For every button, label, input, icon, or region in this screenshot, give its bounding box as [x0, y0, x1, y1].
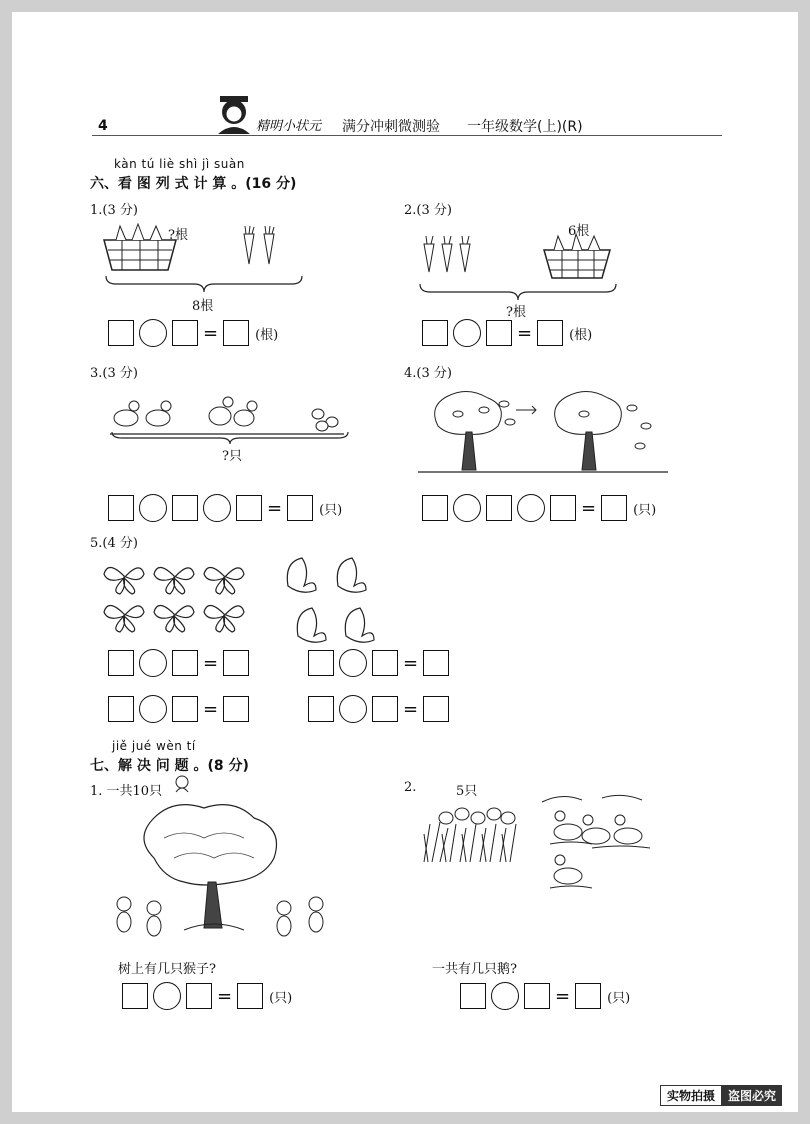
p1-equation: [122, 982, 292, 1010]
q1-total-label: 8根: [192, 299, 214, 314]
answer-box[interactable]: [423, 650, 449, 676]
q5-label: 5.(4 分): [90, 536, 138, 551]
q5-equation-1: [108, 649, 254, 677]
p2-equation: [460, 982, 630, 1010]
q3-label: 3.(3 分): [90, 366, 138, 381]
answer-box[interactable]: [486, 495, 512, 521]
operator-circle[interactable]: [491, 982, 519, 1010]
answer-box[interactable]: [537, 320, 563, 346]
answer-box[interactable]: [108, 320, 134, 346]
carrots-illustration: [422, 236, 476, 276]
q4-label: 4.(3 分): [404, 366, 452, 381]
page-number: 4: [98, 118, 108, 134]
q2-total-brace: [418, 282, 618, 302]
roosters-hens-chicks-illustration: [108, 384, 348, 434]
q3-total-brace: [110, 432, 350, 446]
answer-box[interactable]: [422, 320, 448, 346]
mascot-logo: [212, 90, 352, 138]
p1-label: 1. 一共10只: [90, 784, 163, 799]
operator-circle[interactable]: [339, 649, 367, 677]
section6-title: 六、看 图 列 式 计 算 。(16 分): [90, 176, 297, 192]
answer-box[interactable]: [486, 320, 512, 346]
worksheet-page: [12, 12, 798, 1112]
header-grade: 一年级数学(上)(R): [467, 119, 583, 135]
header-rule: [92, 135, 722, 136]
unit-label: (只): [269, 990, 293, 1006]
unit-label: (只): [319, 502, 343, 518]
q3-question-label: ?只: [222, 449, 242, 464]
unit-label: (只): [607, 990, 631, 1006]
operator-circle[interactable]: [453, 319, 481, 347]
unit-label: (根): [569, 327, 593, 343]
operator-circle[interactable]: [203, 494, 231, 522]
section7-pinyin: jiě jué wèn tí: [112, 739, 196, 753]
answer-box[interactable]: [308, 696, 334, 722]
answer-box[interactable]: [122, 983, 148, 1009]
watermark-stamp: [660, 1085, 782, 1106]
tree-monkeys-illustration: [104, 798, 344, 948]
answer-box[interactable]: [423, 696, 449, 722]
operator-circle[interactable]: [139, 649, 167, 677]
p2-count-label: 5只: [456, 784, 478, 799]
equals-sign: =: [267, 497, 283, 519]
answer-box[interactable]: [186, 983, 212, 1009]
header-title: 满分冲刺微测验: [342, 119, 440, 135]
equals-sign: =: [517, 322, 533, 344]
answer-box[interactable]: [372, 650, 398, 676]
answer-box[interactable]: [223, 696, 249, 722]
answer-box[interactable]: [550, 495, 576, 521]
q2-label: 2.(3 分): [404, 203, 452, 218]
equals-sign: =: [403, 652, 419, 674]
trees-birds-illustration: [418, 386, 668, 476]
q5-equation-2: [308, 649, 454, 677]
butterflies-side-illustration: [282, 556, 372, 640]
answer-box[interactable]: [172, 650, 198, 676]
p1-question: 树上有几只猴子?: [118, 962, 216, 977]
answer-box[interactable]: [422, 495, 448, 521]
operator-circle[interactable]: [139, 695, 167, 723]
answer-box[interactable]: [172, 696, 198, 722]
equals-sign: =: [217, 985, 233, 1007]
operator-circle[interactable]: [139, 494, 167, 522]
equals-sign: =: [581, 497, 597, 519]
answer-box[interactable]: [601, 495, 627, 521]
answer-box[interactable]: [223, 320, 249, 346]
q1-label: 1.(3 分): [90, 203, 138, 218]
operator-circle[interactable]: [517, 494, 545, 522]
geese-grass-illustration: [420, 794, 520, 864]
unit-label: (根): [255, 327, 279, 343]
q1-question-label: ?根: [168, 228, 188, 243]
q4-equation: [422, 494, 656, 522]
equals-sign: =: [203, 698, 219, 720]
answer-box[interactable]: [108, 696, 134, 722]
answer-box[interactable]: [172, 495, 198, 521]
q1-total-brace: [104, 274, 304, 294]
operator-circle[interactable]: [153, 982, 181, 1010]
q1-equation: [108, 319, 278, 347]
watermark-right: 盗图必究: [722, 1085, 782, 1106]
q2-known-label: 6根: [568, 224, 590, 239]
answer-box[interactable]: [108, 650, 134, 676]
equals-sign: =: [403, 698, 419, 720]
equals-sign: =: [555, 985, 571, 1007]
operator-circle[interactable]: [453, 494, 481, 522]
q5-equation-4: [308, 695, 454, 723]
carrot-basket-illustration: [542, 234, 614, 280]
q5-equation-3: [108, 695, 254, 723]
butterflies-group-illustration: [102, 560, 252, 632]
section6-pinyin: kàn tú liè shì jì suàn: [114, 157, 245, 171]
equals-sign: =: [203, 652, 219, 674]
q3-equation: [108, 494, 342, 522]
svg-text:精明小状元: 精明小状元: [256, 119, 322, 134]
p2-label: 2.: [404, 780, 417, 795]
carrots-illustration: [240, 226, 284, 266]
answer-box[interactable]: [524, 983, 550, 1009]
operator-circle[interactable]: [339, 695, 367, 723]
answer-box[interactable]: [287, 495, 313, 521]
answer-box[interactable]: [460, 983, 486, 1009]
q2-equation: [422, 319, 592, 347]
geese-water-illustration: [532, 792, 658, 892]
answer-box[interactable]: [108, 495, 134, 521]
q2-question-label: ?根: [506, 305, 526, 320]
answer-box[interactable]: [236, 495, 262, 521]
answer-box[interactable]: [575, 983, 601, 1009]
answer-box[interactable]: [237, 983, 263, 1009]
monkey-icon: [172, 774, 192, 794]
equals-sign: =: [203, 322, 219, 344]
section7-title: 七、解 决 问 题 。(8 分): [90, 758, 249, 774]
answer-box[interactable]: [308, 650, 334, 676]
watermark-left: 实物拍摄: [660, 1085, 722, 1106]
answer-box[interactable]: [372, 696, 398, 722]
answer-box[interactable]: [172, 320, 198, 346]
answer-box[interactable]: [223, 650, 249, 676]
operator-circle[interactable]: [139, 319, 167, 347]
unit-label: (只): [633, 502, 657, 518]
p2-question: 一共有几只鹅?: [432, 962, 517, 977]
